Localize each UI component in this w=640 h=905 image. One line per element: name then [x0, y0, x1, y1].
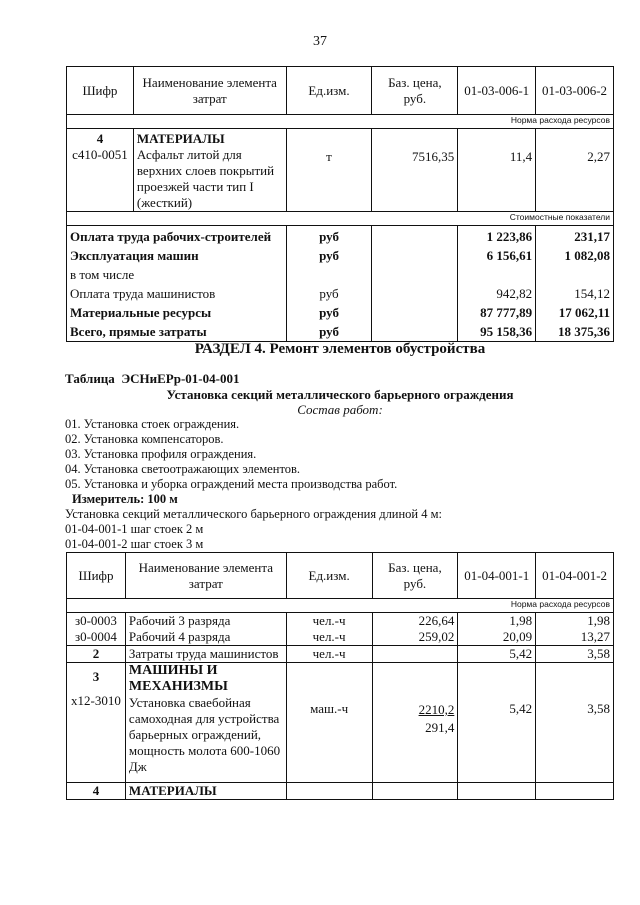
work-item-3: 03. Установка профиля ограждения. — [65, 447, 257, 461]
machine-v2: 3,58 — [536, 663, 614, 783]
row2-v2: 3,58 — [536, 646, 614, 663]
cost-unit-1: руб — [319, 248, 339, 263]
work-item-2: 02. Установка компенсаторов. — [65, 432, 224, 446]
labor-v2-1: 1,98 — [587, 613, 610, 628]
cost-v2-0: 231,17 — [574, 229, 610, 244]
table-code: ЭСНиЕРр-01-04-001 — [121, 371, 240, 386]
header-col2: 01-03-006-2 — [536, 67, 614, 115]
labor-unit-1: чел.-ч — [312, 613, 346, 628]
resource-table-1 — [66, 66, 614, 342]
section4-title: МАТЕРИАЛЫ — [125, 783, 286, 800]
resource-table-2 — [66, 552, 614, 800]
cost-v1-3: 942,82 — [496, 286, 533, 301]
section-title: МАТЕРИАЛЫ — [136, 131, 225, 146]
header-code: Шифр — [67, 553, 126, 599]
cost-v2-3: 154,12 — [574, 286, 610, 301]
meter-label: Измеритель: — [72, 492, 145, 506]
cost-unit-2 — [290, 265, 369, 284]
machine-price: 2210,2 — [418, 702, 455, 717]
labor-name-2: Рабочий 4 разряда — [128, 629, 231, 644]
table-title: Установка секций металлического барьерного ограждения — [166, 387, 514, 402]
row2-name: Затраты труда машинистов — [125, 646, 286, 663]
labor-unit-2: чел.-ч — [312, 629, 346, 644]
cost-name-0: Оплата труда рабочих-строителей — [70, 229, 272, 244]
machine-code: х12-3010 — [71, 693, 121, 708]
meter-value: 100 м — [147, 492, 178, 506]
section3-number: 3 — [92, 669, 100, 684]
resource-value-2: 2,27 — [536, 129, 614, 212]
labor-name-1: Рабочий 3 разряда — [128, 613, 231, 628]
cost-name-5: Всего, прямые затраты — [70, 324, 207, 339]
cost-unit-3: руб — [319, 286, 339, 301]
work-item-5: 05. Установка и уборка ограждений места производства работ. — [65, 477, 398, 491]
norm-label: Норма расхода ресурсов — [67, 599, 614, 613]
cost-v1-4: 87 777,89 — [480, 305, 533, 320]
table-label: Таблица — [65, 371, 115, 386]
meter — [72, 492, 178, 507]
header-col1: 01-03-006-1 — [458, 67, 536, 115]
cost-v1-2 — [461, 265, 532, 284]
row2-unit: чел.-ч — [286, 646, 372, 663]
cost-v2-1: 1 082,08 — [564, 248, 610, 263]
machine-name: Установка сваебойная самоходная для устройства барьерных ограждений, мощность молота 600-1060 Дж — [128, 695, 281, 774]
row2-v1: 5,42 — [458, 646, 536, 663]
table-caption — [65, 371, 239, 387]
header-unit: Ед.изм. — [286, 67, 372, 115]
labor-v2-2: 13,27 — [580, 629, 610, 644]
cost-unit-4: руб — [319, 305, 339, 320]
page-number: 37 — [313, 34, 327, 49]
resource-unit: т — [286, 129, 372, 212]
cost-name-2: в том числе — [70, 267, 135, 282]
cost-unit-0: руб — [319, 229, 339, 244]
machine-unit: маш.-ч — [286, 663, 372, 783]
labor-code-1: з0-0003 — [74, 613, 117, 628]
machine-price-2: 291,4 — [425, 720, 455, 735]
cost-label: Стоимостные показатели — [67, 212, 614, 226]
header-code: Шифр — [67, 67, 134, 115]
header-unit: Ед.изм. — [286, 553, 372, 599]
work-item-1: 01. Установка стоек ограждения. — [65, 417, 240, 431]
header-price: Баз. цена, руб. — [372, 67, 458, 115]
work-item-4: 04. Установка светоотражающих элементов. — [65, 462, 301, 476]
labor-v1-1: 1,98 — [509, 613, 533, 628]
header-col1: 01-04-001-1 — [458, 553, 536, 599]
resource-name: Асфальт литой для верхних слоев покрытий проезжей части тип I (жесткий) — [136, 147, 275, 210]
labor-price-2: 259,02 — [418, 629, 455, 644]
cost-name-3: Оплата труда машинистов — [70, 286, 216, 301]
cost-v1-5: 95 158,36 — [480, 324, 533, 339]
cost-unit-5: руб — [319, 324, 339, 339]
cost-v2-4: 17 062,11 — [558, 305, 610, 320]
labor-v1-2: 20,09 — [502, 629, 533, 644]
header-price: Баз. цена, руб. — [372, 553, 458, 599]
composition-title: Состав работ: — [297, 402, 383, 417]
variant-1: 01-04-001-1 шаг стоек 2 м — [65, 522, 204, 536]
resource-code: с410-0051 — [72, 147, 128, 162]
norm-label: Норма расхода ресурсов — [67, 115, 614, 129]
cost-v1-0: 1 223,86 — [486, 229, 533, 244]
cost-v2-5: 18 375,36 — [558, 324, 610, 339]
cost-name-4: Материальные ресурсы — [70, 305, 212, 320]
header-name: Наименование элемента затрат — [133, 67, 286, 115]
cost-name-1: Эксплуатация машин — [70, 248, 199, 263]
header-name: Наименование элемента затрат — [125, 553, 286, 599]
resource-value-1: 11,4 — [458, 129, 536, 212]
cost-v2-2 — [539, 265, 610, 284]
cost-v1-1: 6 156,61 — [486, 248, 533, 263]
labor-price-1: 226,64 — [418, 613, 455, 628]
section4-number: 4 — [67, 783, 126, 800]
section-heading: РАЗДЕЛ 4. Ремонт элементов обустройства — [194, 341, 486, 357]
labor-code-2: з0-0004 — [74, 629, 117, 644]
header-col2: 01-04-001-2 — [536, 553, 614, 599]
section-number: 4 — [96, 131, 104, 146]
row2-code: 2 — [67, 646, 126, 663]
variant-2: 01-04-001-2 шаг стоек 3 м — [65, 537, 204, 551]
resource-price: 7516,35 — [372, 129, 458, 212]
machine-v1: 5,42 — [458, 663, 536, 783]
section3-title: МАШИНЫ И МЕХАНИЗМЫ — [128, 663, 228, 694]
description: Установка секций металлического барьерного ограждения длиной 4 м: — [65, 507, 443, 521]
